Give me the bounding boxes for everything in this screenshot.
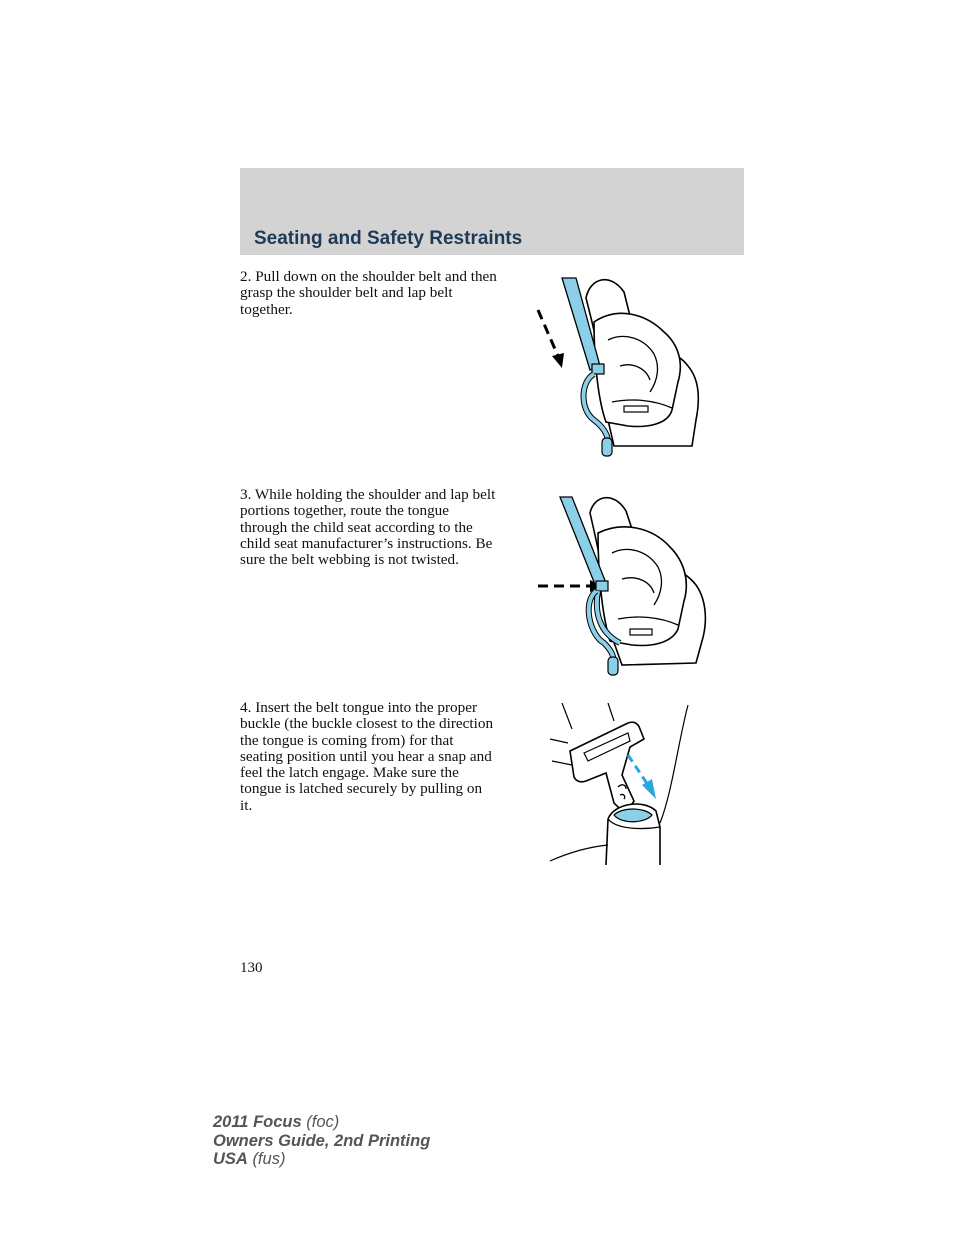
section-title: Seating and Safety Restraints [254, 228, 523, 249]
footer-guide-edition: Owners Guide, 2nd Printing [213, 1131, 431, 1150]
insert-tongue-into-buckle-illustration [548, 703, 693, 865]
footer-model-code: (foc) [306, 1113, 340, 1131]
footer-line-3 [213, 1150, 430, 1169]
step-2-text: 2. Pull down on the shoulder belt and then grasp the shoulder belt and lap belt together. [240, 268, 497, 318]
page-number: 130 [240, 960, 263, 976]
step-4-text: 4. Insert the belt tongue into the proper buckle (the buckle closest to the direction the tongue is coming from) for that seating position until you hear a snap and feel the latch engage. Make sure the tongue is latched securely by pulling on it. [240, 699, 494, 814]
footer-line-2 [213, 1132, 430, 1151]
step-3-text: 3. While holding the shoulder and lap belt portions together, route the tongue through the child seat according to the child seat manufacturer’s instructions. Be sure the belt webbing is not twisted. [240, 486, 496, 569]
footer-market: USA [213, 1150, 248, 1168]
footer-model: 2011 Focus [213, 1113, 302, 1131]
route-belt-through-child-seat-illustration [534, 493, 714, 678]
footer-market-code: (fus) [252, 1150, 286, 1168]
pull-shoulder-belt-illustration [528, 270, 713, 462]
footer [213, 1113, 430, 1169]
footer-line-1 [213, 1113, 430, 1132]
